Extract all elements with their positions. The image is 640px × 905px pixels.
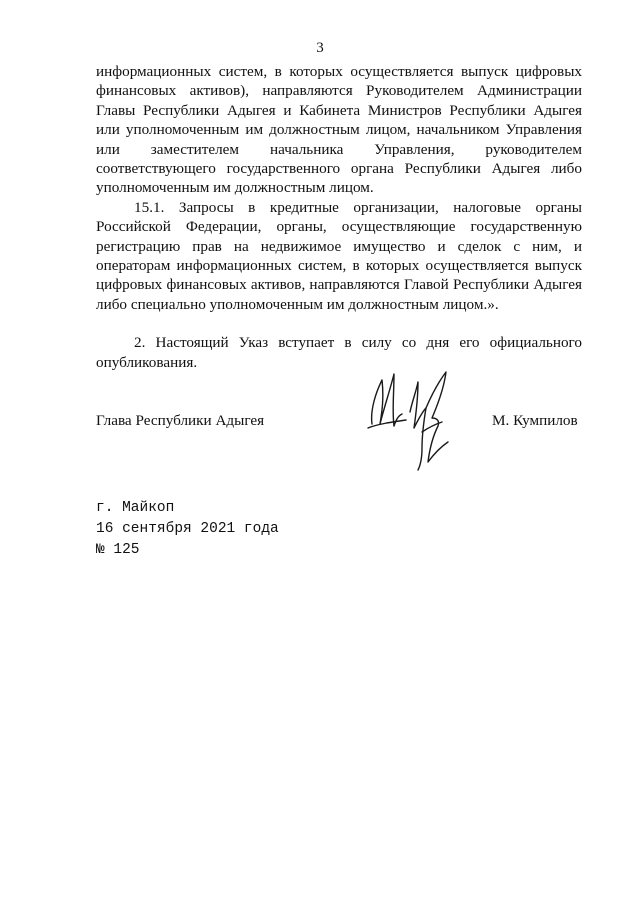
issue-city: г. Майкоп xyxy=(96,500,175,516)
signatory-title: Глава Республики Адыгея xyxy=(96,412,265,429)
document-body xyxy=(96,62,582,372)
paragraph-2: 2. Настоящий Указ вступает в силу со дня его официального опубликования. xyxy=(96,334,582,371)
issue-number: № 125 xyxy=(96,542,140,558)
handwritten-signature xyxy=(358,362,468,474)
issue-date: 16 сентября 2021 года xyxy=(96,521,279,537)
signatory-name: М. Кумпилов xyxy=(492,412,578,429)
paragraph-continuation: информационных систем, в которых осуществляется выпуск цифровых финансовых активов), направляются Руководителем Администрации Главы Республики Адыгея и Кабинета Министров Республики Адыгея или уполномоченным им должностным лицом, начальником Управления или заместителем начальника Управления, руководителем соответствующего государственного органа Республики Адыгея либо уполномоченным им должностным лицом. xyxy=(96,63,582,197)
paragraph-15-1: 15.1. Запросы в кредитные организации, налоговые органы Российской Федерации, органы, осуществляющие государственную регистрацию прав на недвижимое имущество и сделок с ним, и операторам информационных систем, в которых осуществляется выпуск цифровых финансовых активов, направляются Главой Республики Адыгея либо специально уполномоченным им должностным лицом.». xyxy=(96,198,582,313)
issue-details xyxy=(96,498,279,561)
page-number: 3 xyxy=(316,40,324,56)
